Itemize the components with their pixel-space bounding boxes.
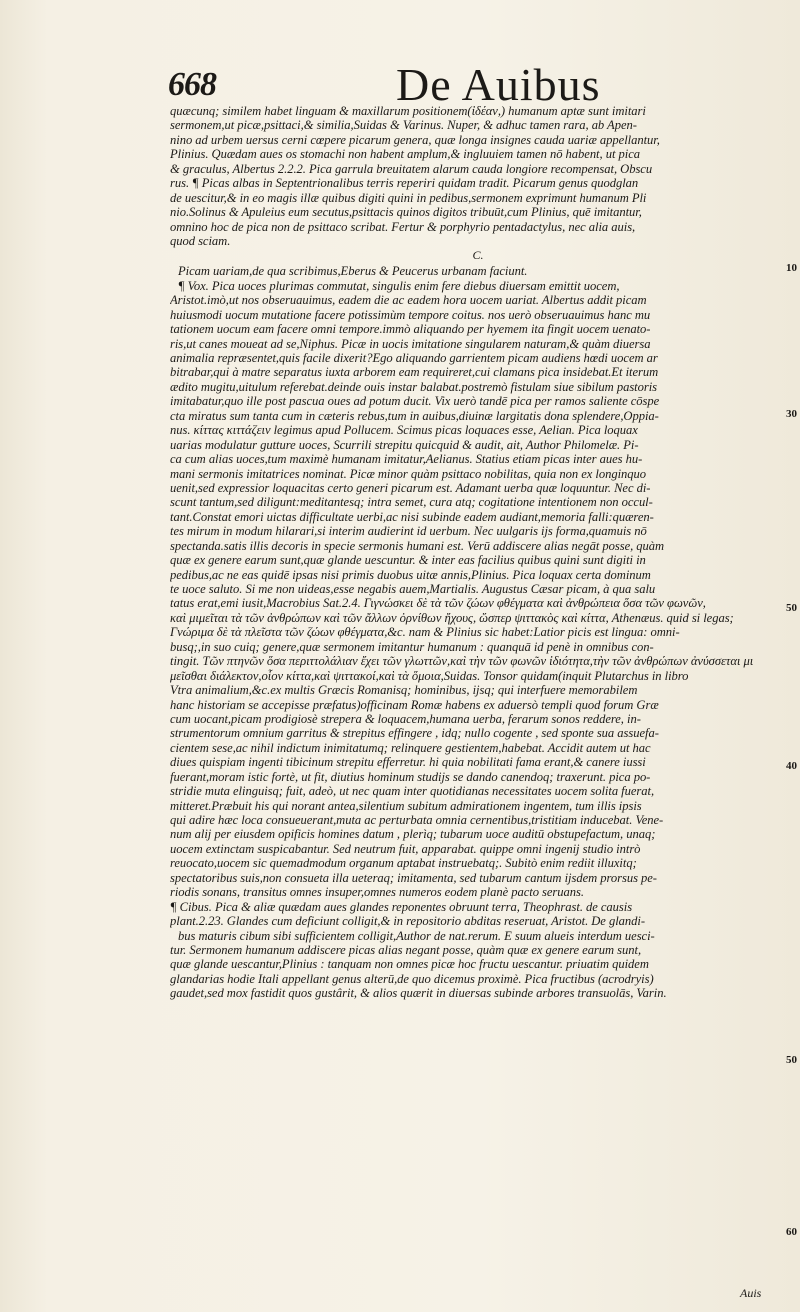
text-line: stridie muta elinguisq; fuit, adeò, ut nec quam inter quotidianas necessitates uocem solita fuerat, <box>170 784 655 799</box>
text-line: qui adire hæc loca consueuerant,muta ac perturbata omnia cernentibus,tristitiam inducebat. Vene- <box>170 813 664 827</box>
text-line: num alij per eiusdem opificis homines datum , plerìq; tubarum uoce auditū obstupefactum, unaq; <box>170 827 656 842</box>
text-line: diues quispiam ingenti tibicinum strepitu efferretur. hi quia nobilitati fama erant,& canere iussi <box>170 755 646 770</box>
text-line: uenit,sed expressior loquacitas certo generi picarum est. Adamant uerba quæ loquuntur. Nec di- <box>170 480 651 495</box>
text-line: cientem sese,ac nihil indictum inimitatumq; relinquere gestientem,habebat. Accidit autem ut hac <box>170 740 651 755</box>
running-title: De Auibus <box>396 59 601 110</box>
text-line: scunt tantum,sed diligunt:meditantesq; intra semet, cura atq; cogitatione intentionem non occul- <box>170 495 653 510</box>
margin-line-number: 40 <box>786 760 797 772</box>
catchword: Auis <box>740 1286 762 1300</box>
text-line: mitteret.Præbuit his qui norant antea,silentium subitum admirationem ingentem, tum illis ipsis <box>170 798 642 813</box>
text-line: Aristot.imò,ut nos obseruauimus, eadem die ac eadem hora uocem uariat. Albertus addit picam <box>170 293 647 308</box>
text-line: huiusmodi uocum mutatione facere potissimùm tempore coitus. nos uerò obseruauimus hanc mu <box>170 307 651 322</box>
text-line: tingit. Τῶν πτηνῶν ὅσα περιττολάλιαν ἔχει τῶν γλωττῶν,καὶ τὴν τῶν φωνῶν ἰδιότητα,τὴν τῶν ἀνθρώπων ἀνύσσεται μι <box>170 654 754 669</box>
page-number: 668 <box>168 66 216 103</box>
text-line: nino ad urbem uersus cerni cœpere picarum genera, quæ longa insignes cauda uariæ appellantur, <box>170 132 660 147</box>
text-line: uarias modulatur gutture uoces, Scurrili strepitu quicquid & audit, ait, Author Philomelæ. Pi- <box>170 437 639 452</box>
margin-line-number: 50 <box>786 602 797 614</box>
text-line: glandarias hodie Itali appellant genus alterū,de quo dicemus proximè. Pica fructibus (acrodryis) <box>170 971 654 986</box>
text-line: reuocato,uocem sic quemadmodum organum aptabat instruebatq;. Subitò enim rediit illuxitq; <box>170 856 637 871</box>
text-line: pedibus,ac ne eas quidē ipsas nisi primis duobus uitæ annis,Plinius. Pica loquax certa dominum <box>170 567 651 582</box>
text-line: ædito mugitu,uitulum referebat.deinde ouis instar balabat.postremò fistulam siue sibilum pastoris <box>170 379 658 394</box>
text-line: tatus erat,emi iusit,Macrobius Sat.2.4. Γιγνώσκει δὲ τὰ τῶν ζώων φθέγματα καὶ ἀνθρώπεια ὅσα τῶν φωνῶν, <box>170 596 706 611</box>
text-line: nus. κίττας κιττάζειν legimus apud Pollucem. Scimus picas loquaces esse, Aelian. Pica loquax <box>170 423 638 438</box>
text-line: Plinius. Quædam aues os stomachi non habent amplum,& ingluuiem tamen nō habent, ut pica <box>170 147 640 162</box>
text-line: cta miratus sum tanta cum in cæteris rebus,tum in auibus,diuinæ largitatis dona splendere,Oppia- <box>170 408 659 423</box>
text-line: mani sermonis imitatrices nominat. Picæ minor quàm psittaco nobilitas, quia non ex longinquo <box>170 466 647 481</box>
text-line: quæ ex genere earum sunt,quæ glande uescuntur. & inter eas facilius quibus quini sunt digiti in <box>170 553 646 568</box>
text-line: tur. Sermonem humanum addiscere picas alias negant posse, quàm quæ ex genere earum sunt, <box>170 942 642 957</box>
text-line: gaudet,sed mox fastidit quos gustârit, & alios quærit in diuersas subinde arbores transuolās, Varin. <box>170 986 667 1001</box>
text-line: & graculus, Albertus 2.2.2. Pica garrula breuitatem alarum cauda longiore recompensat, Obscu <box>170 161 653 176</box>
text-line: καὶ μιμεῖται τὰ τῶν ἀνθρώπων καὶ τῶν ἄλλων ὀρνίθων ἤχους, ὥσπερ ψιττακὸς καὶ κίττα, Athenæus. quid si legas; <box>170 610 734 625</box>
margin-line-number: 30 <box>786 408 797 420</box>
text-line: imitabatur,quo ille post pascua oues ad potum ducit. Vix uerò tandē pica per ramos saliente cōspe <box>170 394 660 409</box>
text-line: plant.2.23. Glandes cum deficiunt colligit,& in repositorio abditas reseruat, Aristot. De glandi- <box>170 914 645 929</box>
text-line: cum uocant,picam prodigiosè strepera & loquacem,humana uerba, ferarum sonos reddere, in- <box>170 711 641 726</box>
text-line: quod sciam. <box>170 233 231 248</box>
margin-line-number: 50 <box>786 1054 797 1066</box>
text-line: uocem extinctam suspicabantur. Sed neutrum fuit, apparabat. quippe omni ingenij studio intrò <box>170 841 641 856</box>
text-line: fuerant,moram istic fortè, ut fit, diutius hominum studijs se dando canendoq; traxerunt. pica po- <box>170 769 651 784</box>
text-line: riodis sonans, transitus omnes insuper,omnes numeros eodem planè pacto seruans. <box>170 885 584 900</box>
text-line: busq;,in suo cuiq; genere,quæ sermonem imitantur humanum : quanquā id penè in omnibus con- <box>170 639 654 654</box>
text-line: bitrabar,qui à matre separatus iuxta arborem eam requireret,cui clamans pica insidebat.Et iterum <box>170 365 659 380</box>
text-line: ¶ Vox. Pica uoces plurimas commutat, singulis enim fere diebus diuersam emittit uocem, <box>178 278 620 293</box>
text-line: ris,ut canes moueat ad se,Niphus. Picæ in uocis imitatione singularem naturam,& quàm diuersa <box>170 336 651 351</box>
text-line: tant.Constat emori uictas difficultate uerbi,ac nisi subinde eadem audiant,memoria falli:quæren- <box>170 509 654 524</box>
margin-line-number: 10 <box>786 262 797 274</box>
body-text <box>170 104 786 1001</box>
text-line: hanc historiam se accepisse præfatus)officinam Romæ habens ex aduersò templi quod forum Græ <box>170 697 659 712</box>
text-line: spectatoribus suis,non consueta illa ueteraq; imitamenta, sed tubarum cantum ijsdem prorsus pe- <box>170 870 657 885</box>
text-line: de uescitur,& in eo magis illæ quibus digiti quini in pedibus,sermonem exprimunt humanum Pli <box>170 190 647 205</box>
text-line: Vtra animalium,&c.ex multis Græcis Romanisq; hominibus, ijsq; qui interfuere memorabilem <box>170 683 638 698</box>
text-line: Γνώριμα δὲ τὰ πλεῖστα τῶν ζώων φθέγματα,&c. nam & Plinius sic habet:Latior picis est lingua: omni- <box>170 625 680 640</box>
text-line: nio.Solinus & Apuleius eum secutus,psittacis quinos digitos tribuūt,cum Plinius, quē imitantur, <box>170 205 642 220</box>
text-line: rus. ¶ Picas albas in Septentrionalibus terris reperiri quidam tradit. Picarum genus quodglan <box>170 176 639 191</box>
text-line: omnino hoc de pica non de psittaco scribat. Fertur & porphyrio pentadactylus, nec alia auis, <box>170 219 636 234</box>
text-line: te uoce saluto. Si me non uideas,esse negabis auem,Martialis. Augustus Cæsar picam, à qua salu <box>170 582 656 596</box>
page-header <box>168 58 788 110</box>
text-line: ca cum alias uoces,tum maximè humanam imitatur,Aelianus. Statius etiam picas inter aues hu- <box>170 452 643 467</box>
margin-line-number: 60 <box>786 1226 797 1238</box>
text-line: quæ glande uescantur,Plinius : tanquam non omnes picæ hoc fructu uescantur. priuatim quidem <box>170 957 649 972</box>
text-line: sermonem,ut picæ,psittaci,& similia,Suidas & Varinus. Nuper, & adhuc tamen rara, ab Apen- <box>170 118 637 133</box>
text-line: quæcunq; similem habet linguam & maxillarum positionem(ἰδέαν,) humanum aptæ sunt imitari <box>170 104 646 118</box>
section-letter: C. <box>472 248 484 263</box>
text-line: animalia repræsentet,quis facile dixerit?Ego aliquando garrientem picam audiens hœdi uocem ar <box>170 351 658 365</box>
text-line: Picam uariam,de qua scribimus,Eberus & Peucerus urbanam faciunt. <box>178 264 528 279</box>
text-line: tationem uocum eam facere omni tempore.immò aliquando per hyemem ita fingit uocem uenato- <box>170 322 651 337</box>
text-line: ¶ Cibus. Pica & aliæ quædam aues glandes reponentes obruunt terra, Theophrast. de causis <box>170 899 633 914</box>
text-line: spectanda.satis illis decoris in specie sermonis humani est. Verū addiscere alias negāt posse, quàm <box>170 538 665 553</box>
text-line: strumentorum omnium garritus & strepitus effingere , idq; nullo cogente , sed sponte sua assuefa- <box>170 726 659 741</box>
text-line: μεῖσθαι διάλεκτον,οἷον κίττα,καὶ ψιττακοί,καὶ τὰ ὅμοια,Suidas. Tonsor quidam(inquit Plutarchus in libro <box>170 668 689 683</box>
text-line: bus maturis cibum sibi sufficientem colligit,Author de nat.rerum. E suum alueis interdum uesci- <box>178 928 655 943</box>
text-line: tes mirum in modum hilarari,si interim audierint id uerbum. Nec uulgaris ijs forma,quamuis nō <box>170 524 647 539</box>
